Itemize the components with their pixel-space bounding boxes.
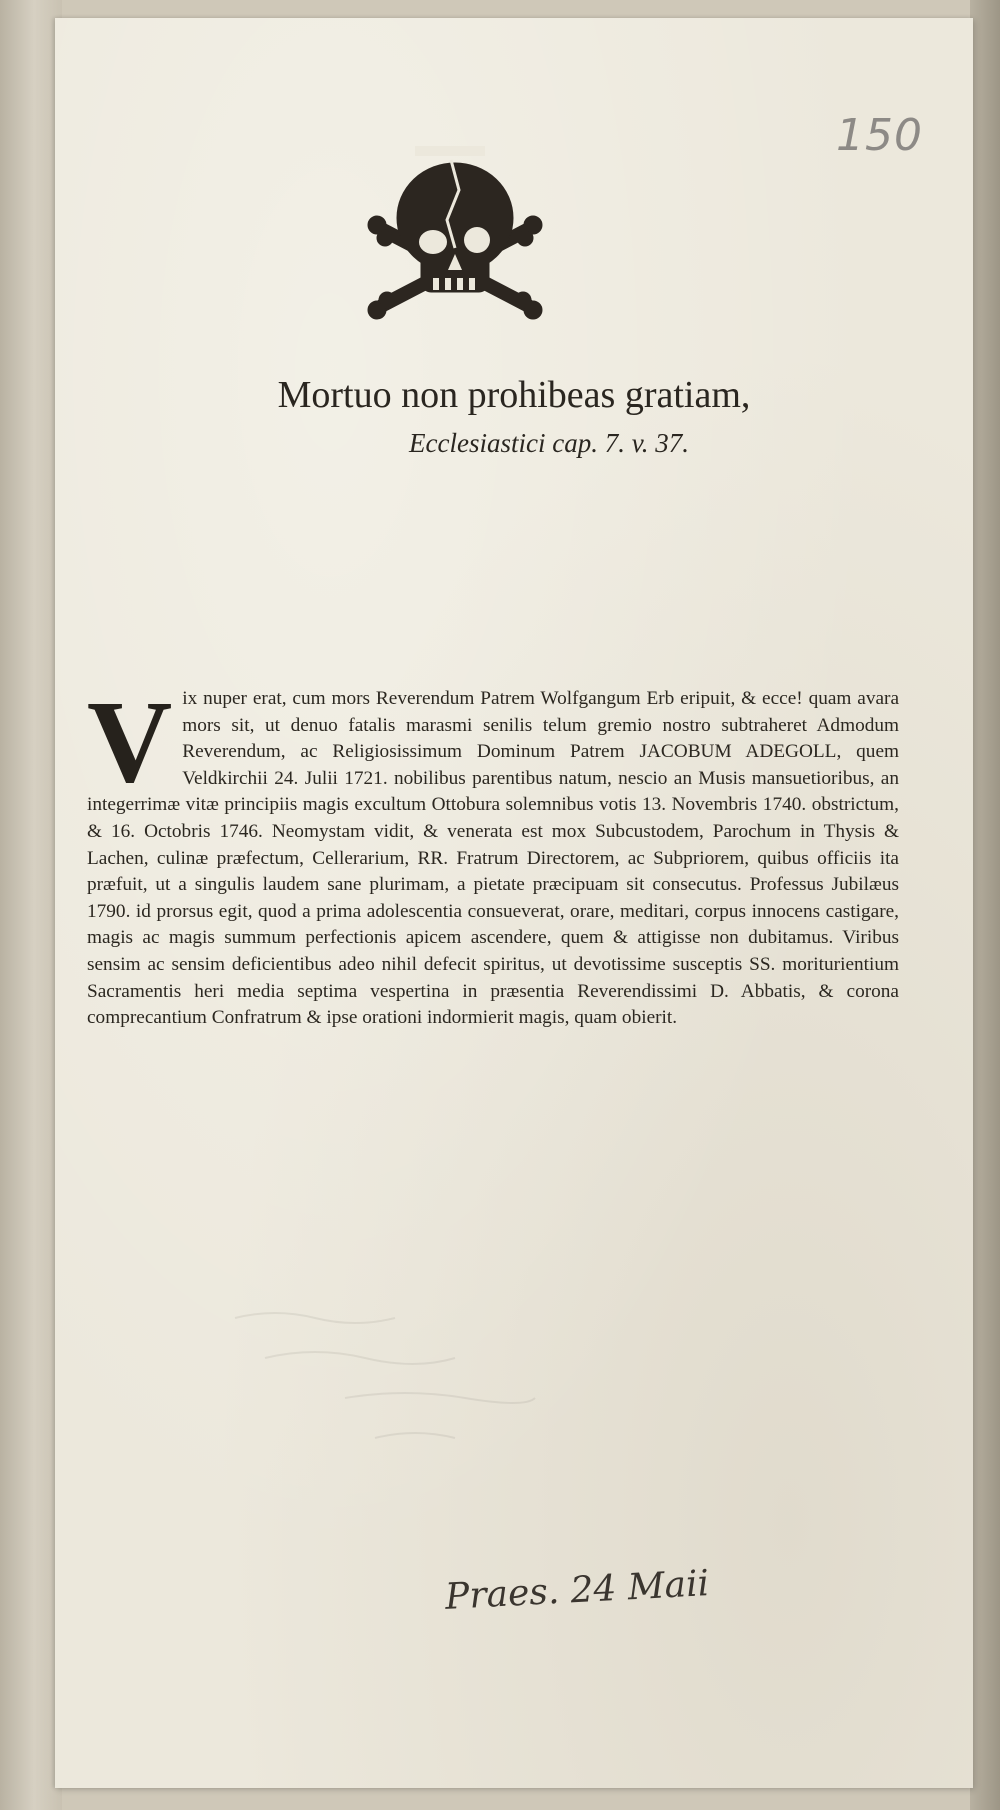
folio-number: 150 <box>836 110 923 161</box>
body-paragraph <box>87 676 899 1032</box>
handwritten-annotation: Praes. 24 Maii <box>444 1563 711 1618</box>
scan-edge-left <box>0 0 62 1810</box>
body-text: ix nuper erat, cum mors Reverendum Patrem Wolfgangum Erb eripuit, & ecce! quam avara mors sit, ut denuo fatalis marasmi senilis telum gremio nostro subtraheret Admodum Reverendum, ac Religiosissimum Dominum Patrem JACOBUM ADEGOLL, quem Veldkirchii 24. Julii 1721. nobilibus parentibus natum, nescio an Musis mansuetioribus, an integerrimæ vitæ principiis magis excultum Ottobura solemnibus votis 13. Novembris 1740. obstrictum, & 16. Octobris 1746. Neomystam vidit, & venerata est mox Subcustodem, Parochum in Thysis & Lachen, culinæ præfectum, Cellerarium, RR. Fratrum Directorem, ac Subpriorem, quibus officiis ita præfuit, ut a singulis laudem sane plurimam, a pietate præcipuam sit consecutus. Professus Jubilæus 1790. id prorsus egit, quod a prima adolescentia consueverat, orare, meditari, corpus innocens castigare, magis ac magis summum perfectionis apicem ascendere, quem & attigisse non dubitamus. Viribus sensim ac sensim deficientibus adeo nihil defecit spiritus, ut devotissime susceptis SS. moriturientium Sacramentis heri media septima vespertina in præsentia Reverendissimi D. Abbatis, & corona comprecantium Confratrum & ipse orationi indormierit magis, quam obierit. <box>87 688 899 1029</box>
bleed-through-marks <box>225 1298 555 1458</box>
document-page <box>55 18 973 1788</box>
skull-crossbones-icon <box>355 130 555 330</box>
scan-edge-right <box>970 0 1000 1810</box>
scripture-citation: Ecclesiastici cap. 7. v. 37. <box>409 428 689 458</box>
document-title: Mortuo non prohibeas gratiam, <box>277 374 751 416</box>
drop-cap: V <box>87 676 173 807</box>
